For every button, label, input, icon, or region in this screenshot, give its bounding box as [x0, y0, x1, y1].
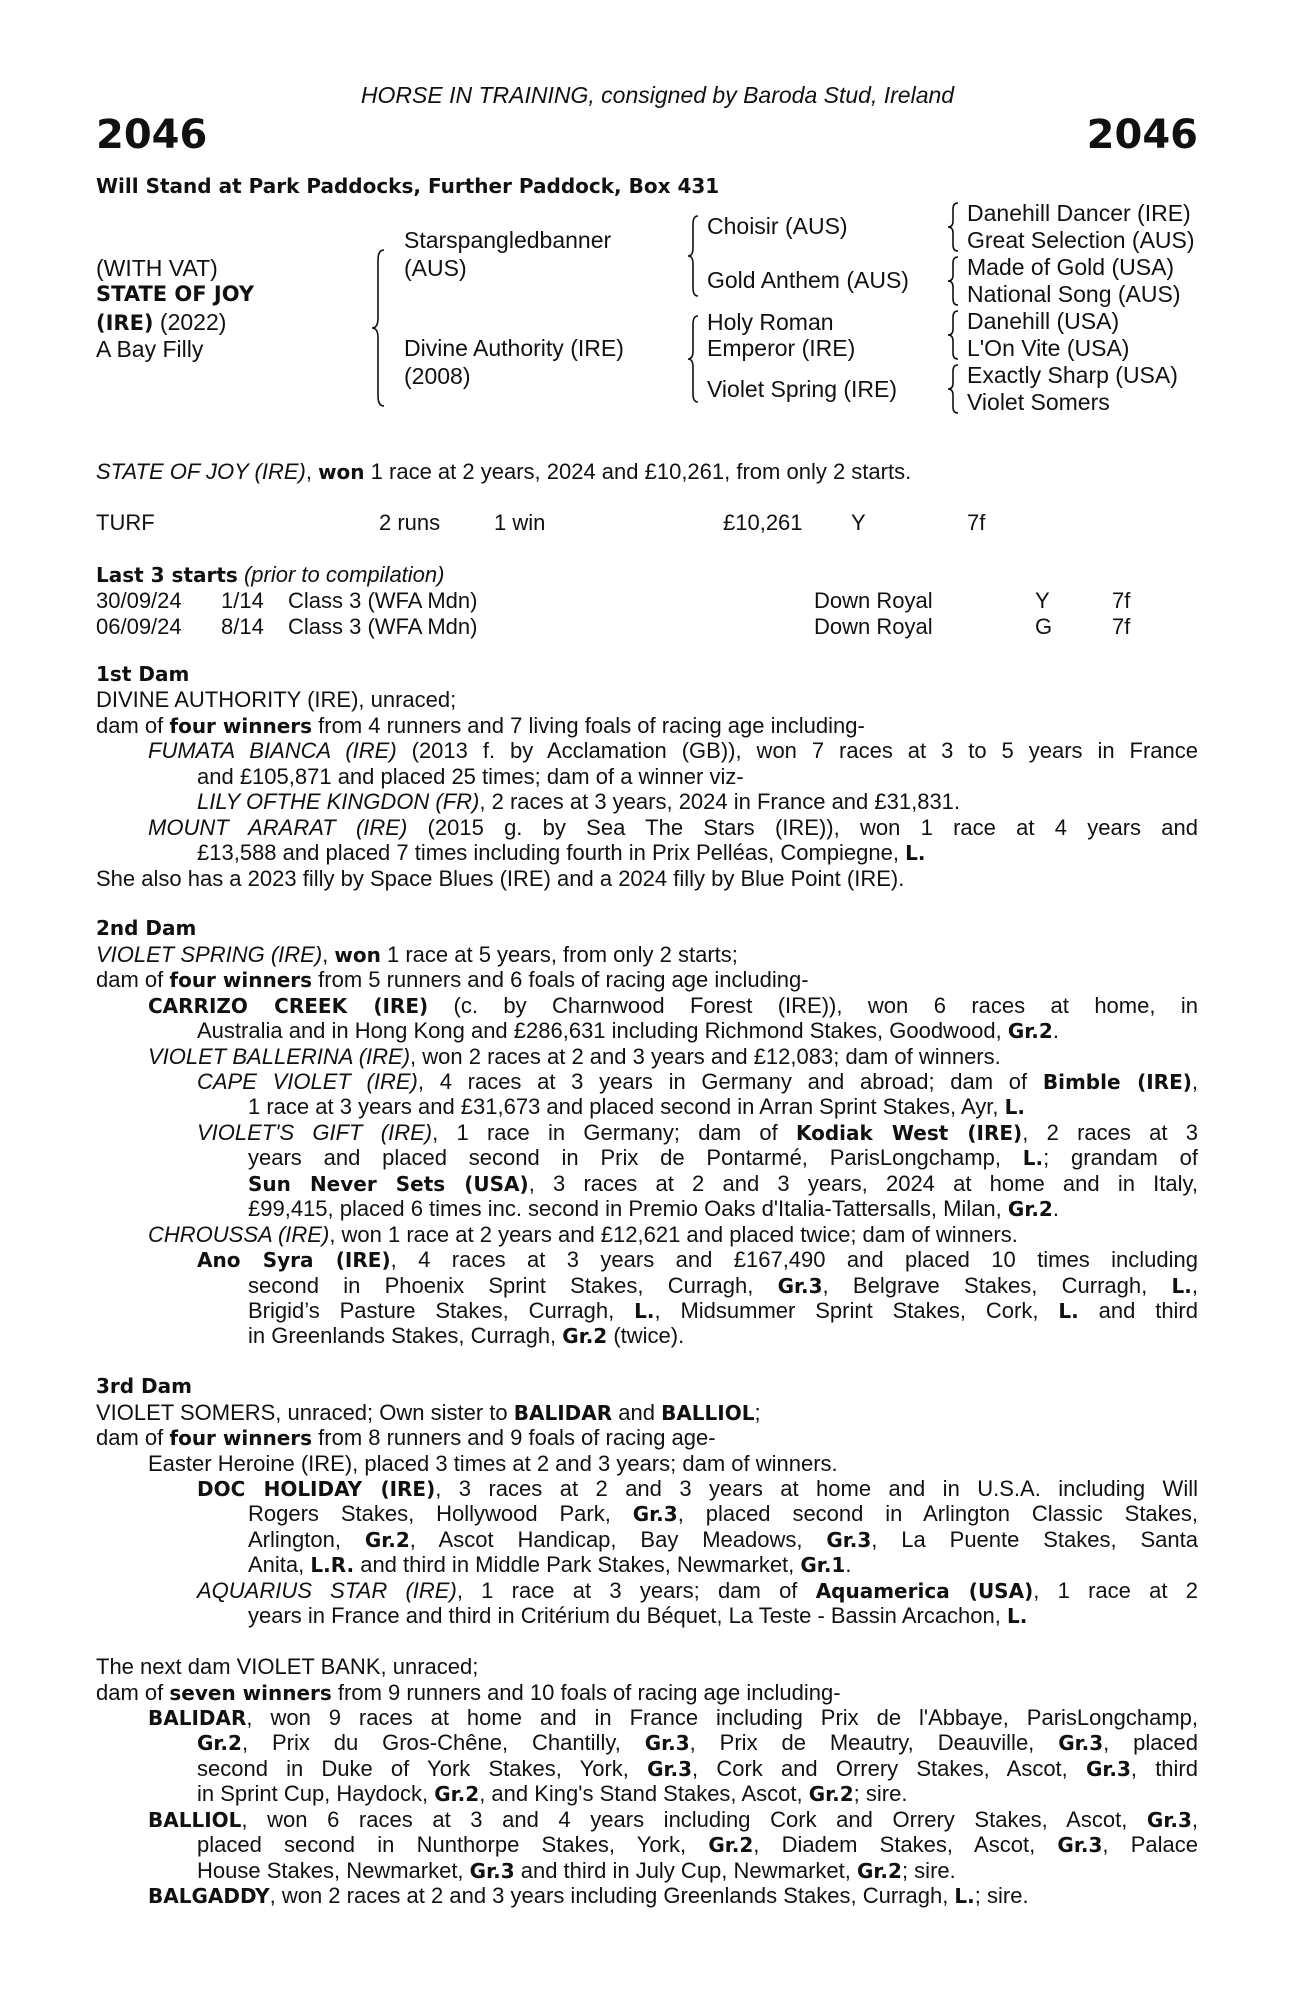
lot-number-left: 2046: [96, 112, 208, 158]
entry-line: [96, 1883, 1198, 1908]
text: , Belgrave Stakes, Curragh,: [822, 1272, 1172, 1298]
pedigree-brace-sire: [688, 216, 698, 296]
dam-name: Divine Authority (IRE): [404, 335, 624, 361]
family-entry: [96, 1476, 1198, 1578]
entry-line: [96, 1603, 1198, 1628]
bold-text: L.: [634, 1298, 655, 1323]
family-entry: [96, 1654, 1198, 1679]
text: Brigid’s Pasture Stakes, Curragh,: [248, 1297, 635, 1323]
horse-description: A Bay Filly: [96, 336, 204, 362]
bold-text: Kodiak West (IRE): [795, 1120, 1023, 1145]
entry-line: [96, 1858, 1198, 1883]
text: (2013 f. by Acclamation (GB)), won 7 races at 3 to 5 years in France: [396, 738, 1198, 764]
start-position: 1/14: [221, 588, 264, 613]
family-entry: [96, 815, 1198, 866]
family-entry: [96, 1451, 1198, 1476]
bold-text: Bimble (IRE): [1042, 1070, 1192, 1094]
text: 1 race at 5 years, from only 2 starts;: [380, 941, 738, 967]
text: 1 race at 3 years and £31,673 and placed second in Arran Sprint Stakes, Ayr,: [248, 1094, 1005, 1120]
text: , 2 races at 3 years, 2024 in France and £31,831.: [479, 789, 961, 815]
text: , won 1 race at 2 years and £12,621 and placed twice; dam of winners.: [329, 1221, 1018, 1247]
dam-dam: Violet Spring (IRE): [707, 376, 898, 402]
last-starts-title: [96, 562, 444, 588]
family-entry: [96, 942, 1198, 967]
entry-line: [96, 866, 1198, 891]
horse-origin-year: [96, 309, 226, 336]
record-distance: 7f: [967, 510, 986, 535]
text: Anita,: [248, 1552, 311, 1578]
italic-text: AQUARIUS STAR (IRE): [197, 1577, 457, 1603]
entry-line: [96, 687, 1198, 712]
family-entry: [96, 1883, 1198, 1908]
text: , La Puente Stakes, Santa: [871, 1526, 1198, 1552]
text: ,: [1191, 1806, 1198, 1832]
dam-sire-line2: Emperor (IRE): [707, 335, 856, 361]
section-heading: 2nd Dam: [96, 916, 197, 941]
bold-text: L.: [1004, 1095, 1025, 1120]
pedigree-brace-main: [372, 250, 384, 406]
text: years in France and third in Critérium du Béquet, La Teste - Bassin Arcachon,: [248, 1603, 1007, 1629]
italic-text: VIOLET'S GIFT (IRE): [197, 1119, 433, 1145]
entry-line: [96, 815, 1198, 840]
entry-line: [96, 1451, 1198, 1476]
sire-country: (AUS): [404, 255, 467, 281]
start-distance: 7f: [1112, 588, 1131, 613]
text: .: [1052, 1196, 1059, 1222]
entry-line: [96, 942, 1198, 967]
text: ,: [1191, 1272, 1198, 1298]
bold-text: Gr.2: [857, 1858, 902, 1883]
entry-line: [96, 1654, 1198, 1679]
family-entry: [96, 1807, 1198, 1883]
bold-text: Gr.3: [1085, 1756, 1131, 1781]
bold-text: BALLIOL: [148, 1807, 242, 1832]
family-entry: [96, 687, 1198, 712]
bold-text: Gr.3: [647, 1756, 693, 1781]
pedigree-brace-g3-4: [948, 365, 958, 413]
pedigree-brace-g3-2: [948, 257, 958, 305]
last-starts-note: (prior to compilation): [237, 562, 445, 587]
bold-text: L.: [1171, 1273, 1192, 1298]
first-dam-section: [96, 662, 1198, 891]
bold-text: Gr.3: [632, 1502, 678, 1527]
bold-text: won: [334, 942, 381, 967]
text: dam of: [96, 712, 170, 738]
lot-number-right: 2046: [1086, 112, 1198, 158]
entry-line: [96, 1705, 1198, 1730]
italic-text: CAPE VIOLET (IRE): [197, 1069, 418, 1094]
family-entry: [96, 866, 1198, 891]
section-heading: 3rd Dam: [96, 1374, 192, 1399]
entry-line: [96, 1171, 1198, 1196]
family-notes: [96, 662, 1198, 1908]
text: , Midsummer Sprint Stakes, Cork,: [654, 1297, 1059, 1323]
stabling-location: Will Stand at Park Paddocks, Further Paddock, Box 431: [96, 174, 720, 198]
bold-text: Gr.2: [708, 1833, 754, 1858]
italic-text: LILY OFTHE KINGDON (FR): [197, 789, 480, 815]
entry-line: [96, 1680, 1198, 1705]
third-dam-section: [96, 1374, 1198, 1628]
sire-name: Starspangledbanner: [404, 227, 612, 253]
horse-year: (2022): [153, 309, 227, 335]
text: and: [612, 1399, 662, 1425]
text: ;: [754, 1399, 761, 1425]
family-entry: [96, 713, 1198, 738]
pedigree-brace-g3-1: [948, 203, 958, 251]
bold-text: Gr.2: [808, 1782, 854, 1807]
entry-line: [96, 713, 1198, 738]
record-earnings: £10,261: [723, 510, 803, 535]
bold-text: L.: [1058, 1298, 1079, 1323]
text: Arlington,: [248, 1526, 365, 1552]
entry-line: [96, 1323, 1198, 1348]
text: ; sire.: [901, 1857, 956, 1883]
start-date: 30/09/24: [96, 588, 182, 613]
bold-text: BALIDAR: [148, 1705, 247, 1730]
family-entry: [96, 738, 1198, 789]
entry-line: [96, 1069, 1198, 1094]
text: , 1 race in Germany; dam of: [432, 1119, 796, 1145]
summary-won: won: [318, 460, 365, 484]
bold-text: BALLIOL: [661, 1400, 755, 1425]
text: , won 2 races at 2 and 3 years and £12,083; dam of winners.: [410, 1043, 1001, 1069]
bold-text: BALIDAR: [513, 1400, 613, 1425]
family-entry: [96, 1425, 1198, 1450]
text: , Cork and Orrery Stakes, Ascot,: [692, 1755, 1086, 1781]
text: , 1 race at 3 years; dam of: [456, 1577, 816, 1603]
bold-text: Gr.3: [1058, 1731, 1104, 1756]
start-course: Down Royal: [814, 588, 933, 613]
text: , Palace: [1102, 1832, 1198, 1858]
family-entry: [96, 1247, 1198, 1349]
text: and third in Middle Park Stakes, Newmarket,: [354, 1552, 801, 1578]
record-wins: 1 win: [494, 510, 546, 535]
text: She also has a 2023 filly by Space Blues (IRE) and a 2024 filly by Blue Point (IRE).: [96, 865, 905, 891]
sire-sire: Choisir (AUS): [707, 213, 848, 239]
start-going: G: [1035, 614, 1053, 639]
bold-text: L.R.: [310, 1553, 355, 1578]
last-starts-heading: Last 3 starts: [96, 563, 238, 587]
entry-line: [96, 840, 1198, 865]
text: £99,415, placed 6 times inc. second in Premio Oaks d'Italia-Tattersalls, Milan,: [248, 1196, 1008, 1222]
catalogue-header: HORSE IN TRAINING, consigned by Baroda Stud, Ireland: [360, 82, 955, 108]
text: from 4 runners and 7 living foals of racing age including-: [312, 712, 865, 738]
italic-text: VIOLET BALLERINA (IRE): [148, 1043, 411, 1069]
text: , placed: [1103, 1730, 1198, 1756]
pedigree-brace-dam: [688, 316, 698, 402]
bold-text: L.: [954, 1884, 975, 1908]
bold-text: CARRIZO CREEK (IRE): [148, 993, 429, 1018]
text: , won 6 races at 3 and 4 years including Cork and Orrery Stakes, Ascot,: [241, 1806, 1147, 1832]
text: ,: [322, 941, 335, 967]
entry-line: [96, 764, 1198, 789]
start-class: Class 3 (WFA Mdn): [288, 614, 478, 639]
bold-text: four winners: [169, 1426, 313, 1451]
start-position: 8/14: [221, 614, 264, 639]
entry-line: [96, 1730, 1198, 1755]
text: , 2 races at 3: [1022, 1119, 1198, 1145]
vat-status: (WITH VAT): [96, 255, 218, 281]
next-dam-section: [96, 1654, 1198, 1908]
entry-line: [96, 1527, 1198, 1552]
text: from 5 runners and 6 foals of racing age including-: [312, 967, 809, 993]
text: ; grandam of: [1043, 1145, 1198, 1171]
text: , 3 races at 2 and 3 years at home and in U.S.A. including Will: [435, 1476, 1198, 1501]
text: , won 9 races at home and in France including Prix de l'Abbaye, ParisLongchamp,: [246, 1704, 1198, 1730]
text: ; sire.: [974, 1883, 1029, 1908]
entry-line: [96, 1425, 1198, 1450]
entry-line: [96, 789, 1198, 814]
entry-line: [96, 1578, 1198, 1603]
gen3-3: Made of Gold (USA): [967, 254, 1175, 280]
family-entry: [96, 1069, 1198, 1120]
entry-line: [96, 1196, 1198, 1221]
text: , Diadem Stakes, Ascot,: [753, 1832, 1058, 1858]
text: VIOLET SOMERS, unraced; Own sister to: [96, 1399, 514, 1425]
start-going: Y: [1035, 588, 1050, 613]
entry-line: [96, 1807, 1198, 1832]
text: , Prix du Gros-Chêne, Chantilly,: [241, 1730, 645, 1756]
race-summary: [96, 459, 911, 485]
text: , 3 races at 2 and 3 years, 2024 at home and in Italy,: [528, 1170, 1198, 1196]
text: , Ascot Handicap, Bay Meadows,: [409, 1526, 827, 1552]
section-spacer: [96, 1629, 1198, 1654]
italic-text: FUMATA BIANCA (IRE): [148, 738, 397, 764]
text: ,: [1191, 1069, 1198, 1094]
bold-text: Sun Never Sets (USA): [248, 1171, 529, 1196]
family-entry: [96, 1222, 1198, 1247]
entry-line: [96, 1247, 1198, 1272]
entry-line: [96, 967, 1198, 992]
start-class: Class 3 (WFA Mdn): [288, 588, 478, 613]
entry-line: [96, 1222, 1198, 1247]
bold-text: Gr.3: [1146, 1807, 1192, 1832]
family-entry: [96, 1044, 1198, 1069]
gen3-7: Exactly Sharp (USA): [967, 362, 1178, 388]
family-entry: [96, 1578, 1198, 1629]
text: dam of: [96, 1425, 170, 1451]
text: , and King's Stand Stakes, Ascot,: [479, 1781, 809, 1807]
bold-text: L.: [1006, 1604, 1028, 1629]
bold-text: Gr.2: [364, 1527, 410, 1552]
family-entry: [96, 1680, 1198, 1705]
text: dam of: [96, 967, 170, 993]
entry-line: [96, 1298, 1198, 1323]
entry-line: [96, 993, 1198, 1018]
start-course: Down Royal: [814, 614, 933, 639]
section-spacer: [96, 1349, 1198, 1374]
bold-text: Aquamerica (USA): [815, 1578, 1034, 1603]
dam-sire-line1: Holy Roman: [707, 309, 834, 335]
text: £13,588 and placed 7 times including fourth in Prix Pelléas, Compiegne,: [197, 840, 906, 866]
bold-text: seven winners: [169, 1680, 332, 1705]
text: and third in July Cup, Newmarket,: [514, 1857, 857, 1883]
text: and £105,871 and placed 25 times; dam of a winner viz-: [197, 763, 744, 789]
section-heading: 1st Dam: [96, 662, 190, 686]
bold-text: L.: [1022, 1146, 1044, 1171]
text: in Sprint Cup, Haydock,: [197, 1781, 435, 1807]
entry-line: [96, 1552, 1198, 1577]
text: Australia and in Hong Kong and £286,631 including Richmond Stakes, Goodwood,: [197, 1018, 1008, 1044]
record-runs: 2 runs: [379, 510, 441, 535]
section-spacer: [96, 891, 1198, 916]
text: in Greenlands Stakes, Curragh,: [248, 1323, 563, 1349]
bold-text: Gr.2: [197, 1731, 242, 1756]
family-entry: [96, 1120, 1198, 1222]
text: House Stakes, Newmarket,: [197, 1857, 470, 1883]
bold-text: Gr.3: [644, 1731, 690, 1756]
bold-text: DOC HOLIDAY (IRE): [197, 1477, 436, 1501]
text: , 1 race at 2: [1033, 1577, 1198, 1603]
entry-line: [96, 1018, 1198, 1043]
text: , won 2 races at 2 and 3 years including Greenlands Stakes, Curragh,: [269, 1883, 955, 1908]
bold-text: Gr.2: [434, 1782, 480, 1807]
text: second in Duke of York Stakes, York,: [197, 1755, 648, 1781]
family-entry: [96, 789, 1198, 814]
text: Easter Heroine (IRE), placed 3 times at 2 and 3 years; dam of winners.: [148, 1450, 838, 1476]
family-entry: [96, 1705, 1198, 1807]
entry-line: [96, 1781, 1198, 1806]
bold-text: Gr.2: [1007, 1019, 1053, 1044]
dam-year: (2008): [404, 363, 471, 389]
text: years and placed second in Prix de Pontarmé, ParisLongchamp,: [248, 1145, 1023, 1171]
entry-line: [96, 1756, 1198, 1781]
text: Rogers Stakes, Hollywood Park,: [248, 1501, 633, 1527]
entry-line: [96, 1120, 1198, 1145]
text: The next dam VIOLET BANK, unraced;: [96, 1654, 479, 1680]
italic-text: VIOLET SPRING (IRE): [96, 941, 323, 967]
text: , placed second in Arlington Classic Stakes,: [677, 1501, 1198, 1527]
text: ; sire.: [853, 1781, 908, 1807]
text: , 4 races at 3 years and £167,490 and placed 10 times including: [390, 1247, 1198, 1273]
entry-line: [96, 1145, 1198, 1170]
second-dam-section: [96, 916, 1198, 1348]
start-distance: 7f: [1112, 614, 1131, 639]
text: (c. by Charnwood Forest (IRE)), won 6 races at home, in: [428, 992, 1198, 1018]
italic-text: MOUNT ARARAT (IRE): [148, 814, 408, 840]
pedigree-brace-g3-3: [948, 311, 958, 359]
entry-line: [96, 738, 1198, 763]
horse-name: STATE OF JOY: [96, 282, 255, 306]
entry-line: [96, 1832, 1198, 1857]
text: , 4 races at 3 years in Germany and abroad; dam of: [417, 1069, 1043, 1094]
italic-text: CHROUSSA (IRE): [148, 1221, 330, 1247]
entry-line: [96, 1501, 1198, 1526]
bold-text: Gr.3: [777, 1273, 823, 1298]
text: DIVINE AUTHORITY (IRE), unraced;: [96, 687, 457, 713]
record-surface: TURF: [96, 510, 155, 535]
gen3-6: L'On Vite (USA): [967, 335, 1130, 361]
bold-text: Ano Syra (IRE): [197, 1248, 391, 1273]
bold-text: Gr.1: [800, 1553, 846, 1578]
text: placed second in Nunthorpe Stakes, York,: [197, 1832, 709, 1858]
family-entry: [96, 1400, 1198, 1425]
gen3-5: Danehill (USA): [967, 308, 1120, 334]
bold-text: Gr.2: [1007, 1197, 1053, 1222]
text: (twice).: [607, 1323, 685, 1349]
text: from 9 runners and 10 foals of racing age including-: [331, 1679, 841, 1705]
sire-dam: Gold Anthem (AUS): [707, 267, 909, 293]
gen3-1: Danehill Dancer (IRE): [967, 200, 1191, 226]
text: and third: [1078, 1297, 1198, 1323]
summary-comma: ,: [305, 459, 319, 484]
bold-text: BALGADDY: [148, 1884, 270, 1908]
text: , third: [1130, 1755, 1198, 1781]
gen3-4: National Song (AUS): [967, 281, 1181, 307]
horse-country: (IRE): [96, 311, 154, 335]
text: , Prix de Meautry, Deauville,: [689, 1730, 1059, 1756]
summary-rest: 1 race at 2 years, 2024 and £10,261, from only 2 starts.: [364, 459, 912, 484]
entry-line: [96, 1044, 1198, 1069]
family-entry: [96, 993, 1198, 1044]
text: .: [1052, 1018, 1059, 1044]
gen3-2: Great Selection (AUS): [967, 227, 1195, 253]
bold-text: L.: [905, 841, 926, 866]
bold-text: Gr.2: [562, 1324, 608, 1349]
text: dam of: [96, 1679, 170, 1705]
entry-line: [96, 1476, 1198, 1501]
text: (2015 g. by Sea The Stars (IRE)), won 1 race at 4 years and: [407, 814, 1198, 840]
bold-text: Gr.3: [1057, 1833, 1103, 1858]
record-going: Y: [851, 510, 866, 535]
entry-line: [96, 1273, 1198, 1298]
summary-name: STATE OF JOY (IRE): [96, 459, 306, 484]
bold-text: four winners: [169, 713, 313, 738]
entry-line: [96, 1094, 1198, 1119]
bold-text: Gr.3: [826, 1527, 872, 1552]
bold-text: four winners: [169, 968, 313, 993]
family-entry: [96, 967, 1198, 992]
start-date: 06/09/24: [96, 614, 182, 639]
text: second in Phoenix Sprint Stakes, Curragh,: [248, 1272, 778, 1298]
entry-line: [96, 1400, 1198, 1425]
bold-text: Gr.3: [469, 1858, 515, 1883]
text: .: [845, 1552, 852, 1578]
text: from 8 runners and 9 foals of racing age-: [312, 1425, 716, 1451]
gen3-8: Violet Somers: [967, 389, 1110, 415]
